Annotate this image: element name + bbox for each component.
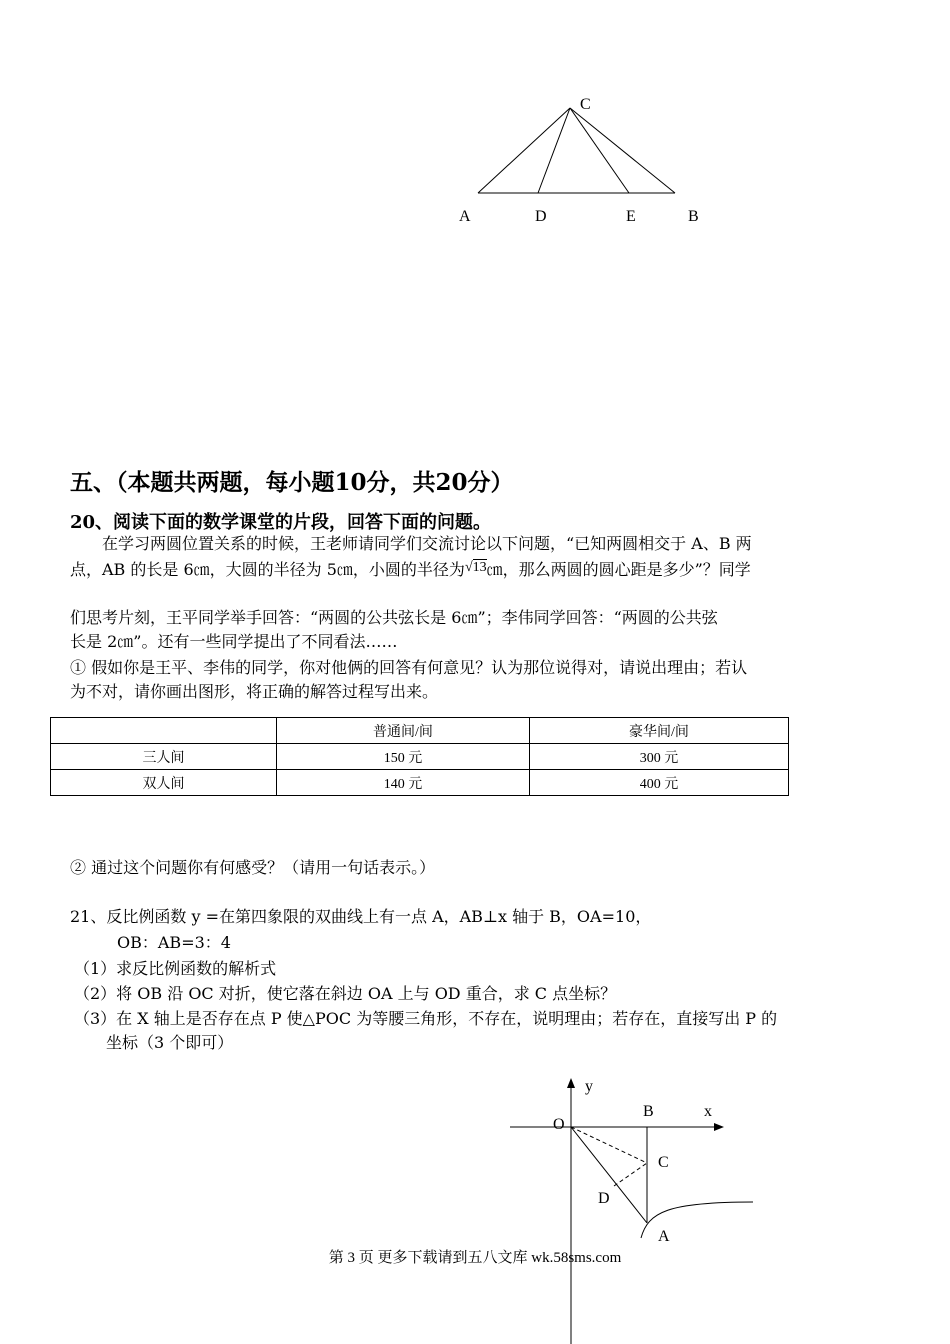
- q21-part-3-line-1: （3）在 X 轴上是否存在点 P 使△POC 为等腰三角形，不存在，说明理由；若存在，直接写出 P 的: [74, 1009, 778, 1028]
- point-label-D: D: [535, 208, 547, 225]
- axis-label-x: x: [704, 1103, 712, 1120]
- point-label-O: O: [553, 1116, 565, 1133]
- table-header-cell: 普通间/间: [277, 718, 530, 744]
- question-20-title: 20、阅读下面的数学课堂的片段，回答下面的问题。: [70, 512, 492, 533]
- q21-line-1: 21、反比例函数 y =在第四象限的双曲线上有一点 A，AB⊥x 轴于 B，OA=10，: [70, 907, 652, 926]
- page-footer: 第 3 页 更多下载请到五八文库 wk.58sms.com: [328, 1250, 622, 1266]
- point-label-A: A: [658, 1228, 670, 1245]
- table-header-row: [51, 718, 789, 744]
- radicand: 13: [472, 560, 487, 575]
- q20-sub2: ② 通过这个问题你有何感受？（请用一句话表示。）: [70, 858, 436, 877]
- room-price-table: [50, 717, 789, 796]
- q20-sub1-line-1: ① 假如你是王平、李伟的同学，你对他俩的回答有何意见？认为那位说得对，请说出理由；若认: [70, 658, 748, 677]
- q20-line-2-end: ㎝，那么两圆的圆心距是多少”？同学: [486, 560, 751, 579]
- segment-OA: [571, 1127, 647, 1223]
- table-header-cell: 豪华间/间: [530, 718, 789, 744]
- segment-OC: [571, 1127, 647, 1163]
- table-row: [51, 770, 789, 796]
- q21-part-2: （2）将 OB 沿 OC 对折，使它落在斜边 OA 上与 OD 重合，求 C 点坐标？: [74, 984, 617, 1003]
- q20-line-2: [70, 558, 890, 584]
- q21-part-1: （1）求反比例函数的解析式: [74, 959, 277, 978]
- q21-part-3-line-2: 坐标（3 个即可）: [106, 1033, 234, 1052]
- y-axis-arrow: [567, 1078, 575, 1088]
- point-label-D: D: [598, 1190, 610, 1207]
- point-label-B: B: [688, 208, 699, 225]
- q20-line-2-start: 点，AB 的长是 6㎝，大圆的半径为 5㎝，小圆的半径为: [70, 560, 465, 579]
- x-axis-arrow: [714, 1123, 724, 1131]
- table-header-cell: [51, 718, 277, 744]
- table-cell: 150 元: [277, 744, 530, 770]
- point-label-A: A: [459, 208, 471, 225]
- triangle-diagram: [0, 0, 950, 240]
- side-CA: [478, 108, 570, 193]
- q20-sub1-line-2: 为不对，请你画出图形，将正确的解答过程写出来。: [70, 682, 439, 701]
- q21-line-2: OB：AB=3：4: [117, 933, 231, 952]
- segment-CD: [538, 108, 570, 193]
- table-row: [51, 744, 789, 770]
- q20-line-1: 在学习两圆位置关系的时候，王老师请同学们交流讨论以下问题，“已知两圆相交于 A、B 两: [102, 534, 752, 553]
- point-label-E: E: [626, 208, 636, 225]
- section-title: 五、（本题共两题，每小题10分，共20分）: [70, 469, 514, 496]
- side-CB: [570, 108, 675, 193]
- radical-sign: √: [464, 560, 473, 575]
- coordinate-diagram: [0, 1060, 950, 1344]
- table-cell: 300 元: [530, 744, 789, 770]
- table-cell: 400 元: [530, 770, 789, 796]
- point-label-C: C: [580, 96, 591, 113]
- q20-line-3: 们思考片刻，王平同学举手回答：“两圆的公共弦长是 6㎝”；李伟同学回答：“两圆的公共弦: [70, 608, 718, 627]
- segment-DC: [614, 1163, 647, 1186]
- table-cell: 140 元: [277, 770, 530, 796]
- segment-CE: [570, 108, 629, 193]
- sqrt-expression: [465, 560, 487, 575]
- table-cell: 双人间: [51, 770, 277, 796]
- table-cell: 三人间: [51, 744, 277, 770]
- point-label-C: C: [658, 1154, 669, 1171]
- point-label-B: B: [643, 1103, 654, 1120]
- q20-line-4: 长是 2㎝”。还有一些同学提出了不同看法……: [70, 632, 398, 651]
- axis-label-y: y: [585, 1078, 593, 1095]
